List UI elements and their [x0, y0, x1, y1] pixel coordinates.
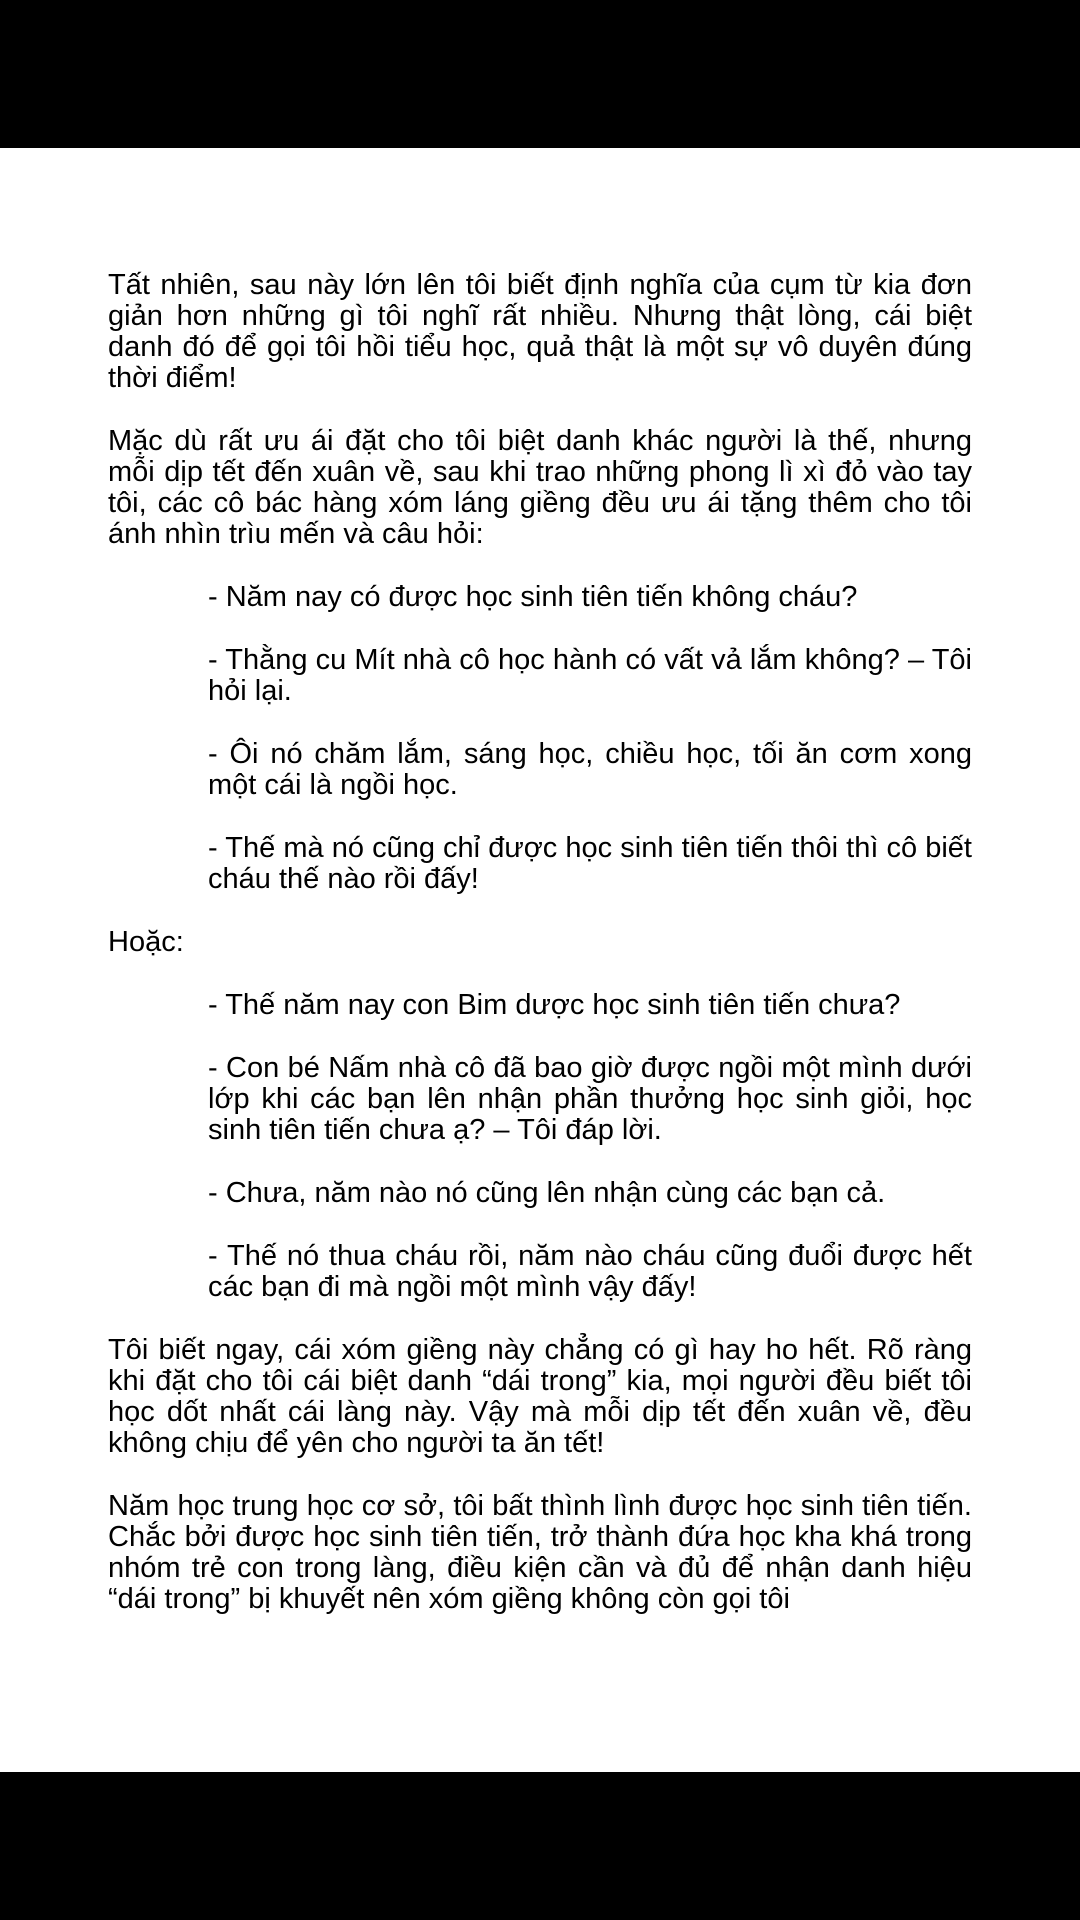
page-text	[108, 270, 972, 1647]
paragraph-3: Hoặc:	[108, 926, 184, 958]
paragraph-5: Năm học trung học cơ sở, tôi bất thình lình được học sinh tiên tiến. Chắc bởi được học sinh tiên tiến, trở thành đứa học kha khá trong nhóm trẻ con trong làng, điều kiện cần và đủ để nhận danh hiệu “dái trong” bị khuyết nên xóm giềng không còn gọi tôi	[108, 1490, 972, 1615]
book-page[interactable]	[0, 148, 1080, 1772]
dialog-line-4: - Thế mà nó cũng chỉ được học sinh tiên tiến thôi thì cô biết cháu thế nào rồi đấy!	[208, 832, 972, 895]
dialog-line-7: - Chưa, năm nào nó cũng lên nhận cùng các bạn cả.	[208, 1177, 886, 1209]
dialog-line-1: - Năm nay có được học sinh tiên tiến không cháu?	[208, 581, 858, 613]
paragraph-2: Mặc dù rất ưu ái đặt cho tôi biệt danh khác người là thế, nhưng mỗi dịp tết đến xuân về, sau khi trao những phong lì xì đỏ vào tay tôi, các cô bác hàng xóm láng giềng đều ưu ái tặng thêm cho tôi ánh nhìn trìu mến và câu hỏi:	[108, 425, 972, 550]
paragraph-1: Tất nhiên, sau này lớn lên tôi biết định nghĩa của cụm từ kia đơn giản hơn những gì tôi nghĩ rất nhiều. Nhưng thật lòng, cái biệt danh đó để gọi tôi hồi tiểu học, quả thật là một sự vô duyên đúng thời điểm!	[108, 269, 972, 394]
dialog-line-5: - Thế năm nay con Bim dược học sinh tiên tiến chưa?	[208, 989, 901, 1021]
bottom-black-bar	[0, 1772, 1080, 1920]
dialog-line-8: - Thế nó thua cháu rồi, năm nào cháu cũng đuổi được hết các bạn đi mà ngồi một mình vậy đấy!	[208, 1240, 972, 1303]
top-black-bar	[0, 0, 1080, 148]
paragraph-4: Tôi biết ngay, cái xóm giềng này chẳng có gì hay ho hết. Rõ ràng khi đặt cho tôi cái biệt danh “dái trong” kia, mọi người đều biết tôi học dốt nhất cái làng này. Vậy mà mỗi dịp tết đến xuân về, đều không chịu để yên cho người ta ăn tết!	[108, 1334, 972, 1459]
dialog-line-2: - Thằng cu Mít nhà cô học hành có vất vả lắm không? – Tôi hỏi lại.	[208, 644, 972, 707]
dialog-line-3: - Ôi nó chăm lắm, sáng học, chiều học, tối ăn cơm xong một cái là ngồi học.	[208, 738, 972, 801]
dialog-line-6: - Con bé Nấm nhà cô đã bao giờ được ngồi một mình dưới lớp khi các bạn lên nhận phần thưởng học sinh giỏi, học sinh tiên tiến chưa ạ? – Tôi đáp lời.	[208, 1052, 972, 1146]
